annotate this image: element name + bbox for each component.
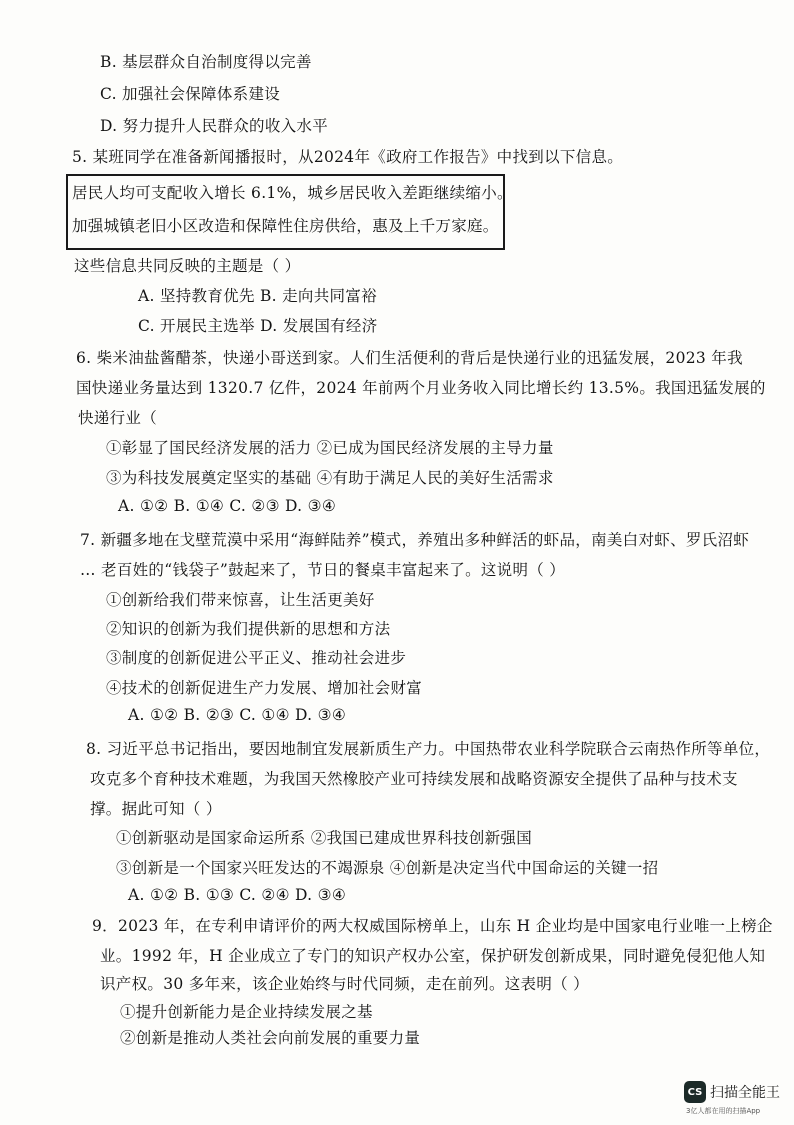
- q5-box-line-1: 居民人均可支配收入增长 6.1%，城乡居民收入差距继续缩小。: [72, 184, 513, 202]
- q7-item-3: ③制度的创新促进公平正义、推动社会进步: [106, 649, 407, 667]
- q7-item-4: ④技术的创新促进生产力发展、增加社会财富: [106, 679, 423, 697]
- q6-items-row-2: ③为科技发展奠定坚实的基础 ④有助于满足人民的美好生活需求: [106, 469, 554, 487]
- q8-stem-line-2: 攻克多个育种技术难题，为我国天然橡胶产业可持续发展和战略资源安全提供了品种与技术支: [90, 770, 738, 788]
- q5-options-row-1: A. 坚持教育优先 B. 走向共同富裕: [138, 287, 377, 305]
- q9-stem-line-3: 识产权。30 多年来，该企业始终与时代同频，走在前列。这表明（ ）: [100, 975, 589, 993]
- q7-item-2: ②知识的创新为我们提供新的思想和方法: [106, 620, 391, 638]
- q8-items-row-2: ③创新是一个国家兴旺发达的不竭源泉 ④创新是决定当代中国命运的关键一招: [116, 859, 659, 877]
- q7-stem-line-2: … 老百姓的“钱袋子”鼓起来了，节日的餐桌丰富起来了。这说明（ ）: [80, 561, 566, 579]
- q6-stem-line-3: 快递行业（: [78, 409, 158, 427]
- q5-stem: 5. 某班同学在准备新闻播报时，从2024年《政府工作报告》中找到以下信息。: [72, 148, 624, 166]
- q7-stem-line-1: 7. 新疆多地在戈壁荒漠中采用“海鲜陆养”模式，养殖出多种鲜活的虾品，南美白对虾、罗氏沼虾: [80, 531, 750, 549]
- q6-stem-line-2: 国快递业务量达到 1320.7 亿件，2024 年前两个月业务收入同比增长约 13.5%。我国迅猛发展的: [76, 379, 766, 397]
- q7-options: A. ①② B. ②③ C. ①④ D. ③④: [128, 706, 347, 724]
- camscanner-brand: 扫描全能王: [710, 1085, 780, 1101]
- camscanner-tagline: 3亿人都在用的扫描App: [686, 1107, 761, 1115]
- q7-item-1: ①创新给我们带来惊喜，让生活更美好: [106, 591, 375, 609]
- q5-question: 这些信息共同反映的主题是（ ）: [74, 257, 301, 275]
- q8-options: A. ①② B. ①③ C. ②④ D. ③④: [128, 886, 347, 904]
- camscanner-logo-icon: CS: [684, 1081, 706, 1103]
- q9-item-2: ②创新是推动人类社会向前发展的重要力量: [120, 1029, 421, 1047]
- q9-item-1: ①提升创新能力是企业持续发展之基: [120, 1003, 373, 1021]
- q9-stem-line-1: 9．2023 年，在专利申请评价的两大权威国际榜单上，山东 H 企业均是中国家电行业唯一上榜企: [92, 917, 773, 935]
- q5-options-row-2: C. 开展民主选举 D. 发展国有经济: [138, 317, 378, 335]
- q6-options: A. ①② B. ①④ C. ②③ D. ③④: [118, 497, 337, 515]
- q8-stem-line-3: 撑。据此可知（ ）: [90, 800, 222, 818]
- q8-stem-line-1: 8. 习近平总书记指出，要因地制宜发展新质生产力。中国热带农业科学院联合云南热作所等单位，: [86, 740, 771, 758]
- q4-option-d: D. 努力提升人民群众的收入水平: [100, 117, 329, 135]
- q4-option-c: C. 加强社会保障体系建设: [100, 85, 281, 103]
- q6-items-row-1: ①彰显了国民经济发展的活力 ②已成为国民经济发展的主导力量: [106, 439, 554, 457]
- q4-option-b: B. 基层群众自治制度得以完善: [100, 53, 312, 71]
- q9-stem-line-2: 业。1992 年，H 企业成立了专门的知识产权办公室，保护研发创新成果，同时避免侵犯他人知: [100, 947, 766, 965]
- q5-box-line-2: 加强城镇老旧小区改造和保障性住房供给，惠及上千万家庭。: [72, 217, 499, 235]
- q6-stem-line-1: 6. 柴米油盐酱醋茶，快递小哥送到家。人们生活便利的背后是快递行业的迅猛发展，2023 年我: [76, 349, 743, 367]
- q8-items-row-1: ①创新驱动是国家命运所系 ②我国已建成世界科技创新强国: [116, 829, 533, 847]
